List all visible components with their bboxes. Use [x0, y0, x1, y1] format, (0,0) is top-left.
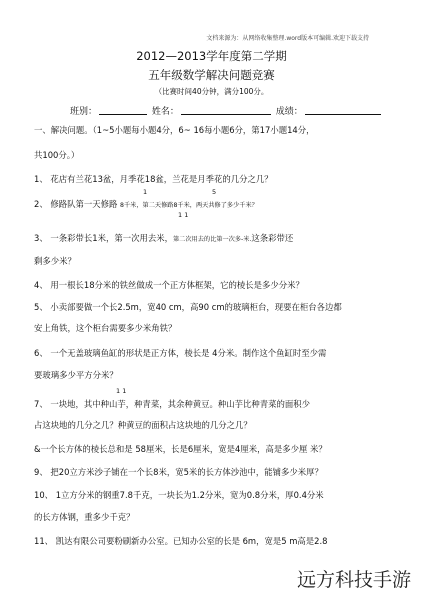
- question-7: 7、 一块地，其中种山芋，种青菜，其余种黄豆。种山芋比种青菜的面积少: [34, 399, 310, 409]
- q2-small: 8千米，第二天修路8千米，两天共修了多少千米？: [120, 202, 258, 209]
- question-11: 11、 凯达有限公司要粉刷新办公室。已知办公室的长是 6m，宽是5 m高是2.8: [34, 536, 328, 546]
- question-1: 1、 花店有兰花13盆，月季花18盆，兰花是月季花的几分之几？: [34, 174, 273, 184]
- q2-fraction-a: 1: [143, 188, 148, 196]
- class-blank: [99, 104, 147, 115]
- question-3-cont: 剩多少米？: [34, 256, 76, 266]
- question-2: [34, 198, 258, 212]
- q3-fraction: 1 1: [178, 211, 189, 219]
- question-6: 6、 一个无盖玻璃鱼缸的形状是正方体，棱长是 4分米。制作这个鱼缸时至少需: [34, 348, 327, 358]
- q3-main: 3、 一条彩带长1米，第一次用去米，: [34, 233, 173, 243]
- title-main: 五年级数学解决问题竞赛: [148, 68, 275, 82]
- section-heading: 一、解决问题。（1~5小题每小题4分，6~ 16每小题6分，第17小题14分，: [34, 125, 315, 135]
- question-7-cont: 占这块地的几分之几？种黄豆的面积占这块地的几分之几？: [34, 420, 252, 430]
- question-6-cont: 要玻璃多少平方分米？: [34, 370, 118, 380]
- student-info-row: [70, 104, 383, 117]
- question-5-cont: 安上角铁，这个柜台需要多少米角铁？: [34, 323, 177, 333]
- question-10-cont: 的长方体钢，重多少千克？: [34, 512, 135, 522]
- q2-fraction-b: 5: [212, 188, 217, 196]
- question-10: 10、 1立方分米的钢重7.8千克，一块长为1.2分米，宽为0.8分米，厚0.4分米: [34, 490, 324, 500]
- name-blank: [181, 104, 271, 115]
- watermark: 远方科技手游: [296, 569, 411, 591]
- question-4: 4、 用一根长18分米的铁丝做成一个正方体框架，它的棱长是多少分米？: [34, 280, 304, 290]
- q7-fraction: 1 1: [116, 387, 127, 395]
- name-label: 姓名：: [151, 107, 179, 117]
- question-9: 9、 把20立方米沙子铺在一个长8米，宽5米的长方体沙池中，能铺多少米厚？: [34, 467, 323, 477]
- score-blank: [305, 104, 381, 115]
- question-3: [34, 232, 293, 246]
- question-5: 5、 小卖部要做一个长2.5m，宽40 cm，高90 cm的玻璃柜台，现要在柜台各边都: [34, 302, 342, 312]
- subtitle: （比赛时间40分钟，满分100分。: [154, 87, 269, 96]
- q3-tail: 这条彩带还: [251, 233, 294, 243]
- q2-main: 2、 修路队第一天修路: [34, 199, 118, 209]
- section-heading-cont: 共100分。）: [34, 150, 80, 160]
- source-note: 文档来源为：从网络收集整理.word版本可编辑.欢迎下载支持: [206, 35, 369, 42]
- q3-small: 第二次用去的比第一次多-米.: [172, 236, 252, 243]
- class-label: 班别：: [70, 107, 98, 117]
- title-year: 2012—2013学年度第二学期: [136, 49, 287, 63]
- score-label: 成绩：: [275, 107, 303, 117]
- question-8: &一个长方体的棱长总和是 58厘米，长是6厘米，宽是4厘米，高是多少厘 米？: [34, 444, 327, 454]
